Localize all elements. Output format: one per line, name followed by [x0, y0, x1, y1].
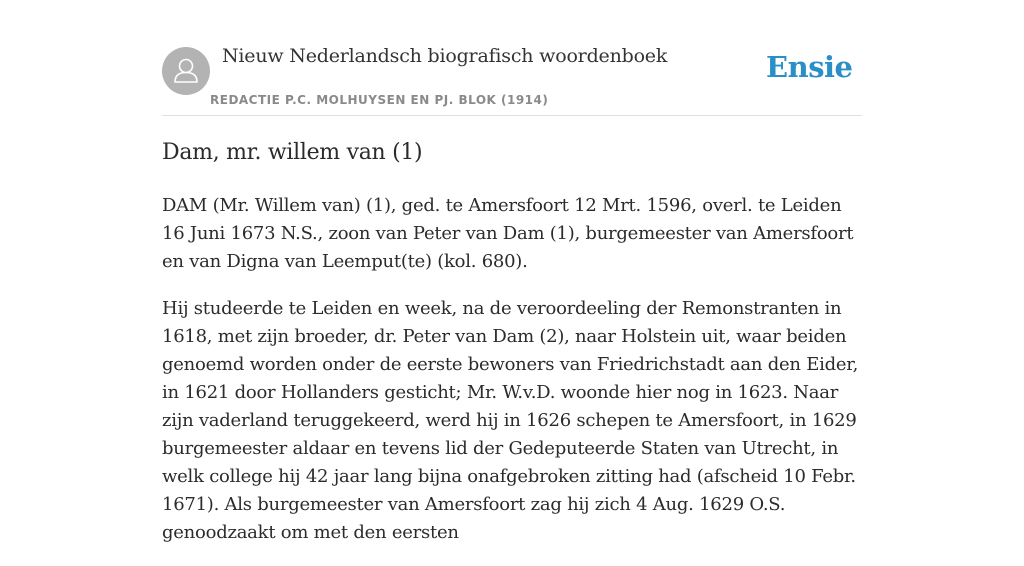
- entry-title: Dam, mr. willem van (1): [162, 140, 423, 165]
- book-title[interactable]: Nieuw Nederlandsch biografisch woordenboek: [222, 45, 668, 67]
- ensie-logo[interactable]: Ensie: [766, 50, 853, 84]
- author-avatar[interactable]: [162, 47, 210, 95]
- header-divider: [162, 115, 862, 116]
- editors-credit: REDACTIE P.C. MOLHUYSEN EN PJ. BLOK (1914): [210, 93, 549, 107]
- entry-paragraph: Hij studeerde te Leiden en week, na de veroordeeling der Remonstranten in 1618, met zijn broeder, dr. Peter van Dam (2), naar Holstein uit, waar beiden genoemd worden onder de eerste bewoners van Friedrichstadt aan den Eider, in 1621 door Hollanders gesticht; Mr. W.v.D. woonde hier nog in 1623. Naar zijn vaderland teruggekeerd, werd hij in 1626 schepen te Amersfoort, in 1629 burgemeester aldaar en tevens lid der Gedeputeerde Staten van Utrecht, in welk college hij 42 jaar lang bijna onafgebroken zitting had (afscheid 10 Febr. 1671). Als burgemeester van Amersfoort zag hij zich 4 Aug. 1629 O.S. genoodzaakt om met den eersten: [162, 298, 859, 543]
- user-outline-icon: [162, 47, 210, 95]
- entry-body: [162, 192, 862, 566]
- entry-paragraph: DAM (Mr. Willem van) (1), ged. te Amersfoort 12 Mrt. 1596, overl. te Leiden 16 Juni 1673 N.S., zoon van Peter van Dam (1), burgemeester van Amersfoort en van Digna van Leemput(te) (kol. 680).: [162, 195, 854, 272]
